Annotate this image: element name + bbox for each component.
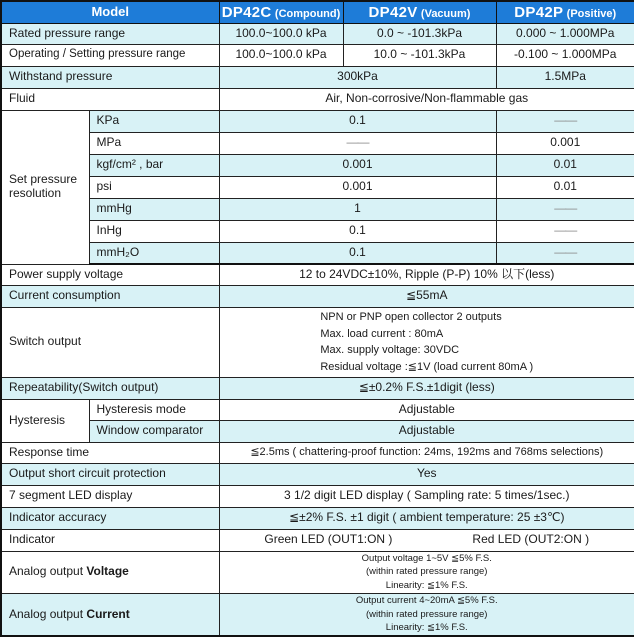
operating-dp42c-value: 100.0~100.0 kPa (219, 44, 343, 66)
hysteresis-label: Hysteresis (1, 399, 89, 442)
row-resolution-kpa (1, 110, 634, 132)
dp42p-name: DP42P (514, 3, 564, 21)
row-analog-voltage (1, 551, 634, 593)
power-supply-value: 12 to 24VDC±10%, Ripple (P-P) 10% 以下(less) (219, 264, 634, 285)
analog-current-line-1: Output current 4~20mA ≦5% F.S. (355, 594, 498, 606)
indicator-red-led: Red LED (OUT2:ON ) (472, 532, 590, 547)
response-time-value: ≦2.5ms ( chattering-proof function: 24ms, 192ms and 768ms selections) (219, 442, 634, 463)
row-indicator-accuracy (1, 507, 634, 529)
row-resolution-psi (1, 176, 634, 198)
analog-current-line-3: Linearity: ≦1% F.S. (385, 622, 468, 634)
resolution-mpa-p: 0.001 (496, 132, 634, 154)
row-operating-pressure-range (1, 44, 634, 66)
dp42p-sub: (Positive) (566, 7, 617, 20)
resolution-unit-inhg: InHg (89, 220, 219, 242)
indicator-label: Indicator (1, 529, 219, 551)
row-current-consumption (1, 285, 634, 307)
analog-voltage-line-2: (within rated pressure range) (366, 566, 488, 578)
resolution-mpa-cv: —— (219, 132, 496, 154)
row-short-circuit (1, 463, 634, 485)
withstand-cv-value: 300kPa (219, 66, 496, 88)
switch-output-label: Switch output (1, 307, 219, 377)
analog-voltage-value (219, 551, 634, 593)
switch-output-line-3: Max. supply voltage: 30VDC (320, 344, 460, 356)
row-resolution-inhg (1, 220, 634, 242)
analog-voltage-label-text: Analog output (9, 564, 84, 579)
analog-current-label-text: Analog output (9, 606, 84, 621)
analog-current-label (1, 593, 219, 636)
fluid-value: Air, Non-corrosive/Non-flammable gas (219, 88, 634, 110)
analog-current-line-2: (within rated pressure range) (366, 608, 488, 620)
column-header-dp42v (343, 1, 496, 23)
power-supply-label: Power supply voltage (1, 264, 219, 285)
response-time-label: Response time (1, 442, 219, 463)
resolution-mmh2o-p: —— (496, 242, 634, 264)
withstand-label: Withstand pressure (1, 66, 219, 88)
row-repeatability (1, 377, 634, 399)
resolution-kgf-p: 0.01 (496, 154, 634, 176)
row-led-display (1, 485, 634, 507)
resolution-unit-kpa: KPa (89, 110, 219, 132)
repeatability-label: Repeatability(Switch output) (1, 377, 219, 399)
dp42v-name: DP42V (368, 3, 418, 21)
current-consumption-label: Current consumption (1, 285, 219, 307)
window-comparator-label: Window comparator (89, 420, 219, 442)
indicator-value (219, 529, 634, 551)
indicator-accuracy-value: ≦±2% F.S. ±1 digit ( ambient temperature: 25 ±3℃) (219, 507, 634, 529)
window-comparator-value: Adjustable (219, 420, 634, 442)
indicator-values (222, 533, 633, 547)
resolution-unit-kgf: kgf/cm² , bar (89, 154, 219, 176)
header-row (1, 1, 634, 23)
analog-voltage-line-3: Linearity: ≦1% F.S. (385, 580, 468, 592)
indicator-accuracy-label: Indicator accuracy (1, 507, 219, 529)
row-switch-output (1, 307, 634, 377)
withstand-dp42p-value: 1.5MPa (496, 66, 634, 88)
model-header-label: Model (91, 3, 130, 19)
resolution-unit-mmh2o: mmH₂O (89, 242, 219, 264)
row-resolution-mmhg (1, 198, 634, 220)
row-resolution-mpa (1, 132, 634, 154)
row-hysteresis-mode (1, 399, 634, 420)
operating-dp42p-value: -0.100 ~ 1.000MPa (496, 44, 634, 66)
dp42c-name: DP42C (221, 3, 272, 21)
short-circuit-label: Output short circuit protection (1, 463, 219, 485)
column-header-dp42c (219, 1, 343, 23)
switch-output-line-1: NPN or PNP open collector 2 outputs (320, 311, 502, 323)
operating-label: Operating / Setting pressure range (1, 44, 219, 66)
row-resolution-kgf (1, 154, 634, 176)
resolution-unit-mmhg: mmHg (89, 198, 219, 220)
switch-output-lines (320, 309, 533, 375)
resolution-inhg-cv: 0.1 (219, 220, 496, 242)
analog-voltage-sub: Voltage (86, 564, 129, 579)
rated-dp42c-value: 100.0~100.0 kPa (219, 23, 343, 44)
current-consumption-value: ≦55mA (219, 285, 634, 307)
resolution-unit-psi: psi (89, 176, 219, 198)
switch-output-value (219, 307, 634, 377)
row-withstand-pressure (1, 66, 634, 88)
row-rated-pressure-range (1, 23, 634, 44)
repeatability-value: ≦±0.2% F.S.±1digit (less) (219, 377, 634, 399)
resolution-inhg-p: —— (496, 220, 634, 242)
analog-current-sub: Current (86, 606, 130, 621)
row-indicator (1, 529, 634, 551)
model-header-cell (1, 1, 219, 23)
fluid-label: Fluid (1, 88, 219, 110)
resolution-kpa-cv: 0.1 (219, 110, 496, 132)
resolution-mmhg-p: —— (496, 198, 634, 220)
resolution-label: Set pressure resolution (1, 110, 89, 264)
analog-voltage-line-1: Output voltage 1~5V ≦5% F.S. (361, 552, 492, 564)
row-window-comparator (1, 420, 634, 442)
column-header-dp42p (496, 1, 634, 23)
dp42v-sub: (Vacuum) (420, 7, 471, 20)
indicator-green-led: Green LED (OUT1:ON ) (264, 532, 393, 547)
row-power-supply (1, 264, 634, 285)
row-response-time (1, 442, 634, 463)
resolution-kpa-p: —— (496, 110, 634, 132)
analog-current-value (219, 593, 634, 636)
hysteresis-mode-label: Hysteresis mode (89, 399, 219, 420)
rated-dp42v-value: 0.0 ~ -101.3kPa (343, 23, 496, 44)
row-fluid (1, 88, 634, 110)
switch-output-line-4: Residual voltage :≦1V (load current 80mA ) (320, 360, 534, 373)
led-display-value: 3 1/2 digit LED display ( Sampling rate: 5 times/1sec.) (219, 485, 634, 507)
resolution-mmhg-cv: 1 (219, 198, 496, 220)
resolution-psi-cv: 0.001 (219, 176, 496, 198)
hysteresis-mode-value: Adjustable (219, 399, 634, 420)
switch-output-line-2: Max. load current : 80mA (320, 327, 444, 340)
led-display-label: 7 segment LED display (1, 485, 219, 507)
analog-voltage-label (1, 551, 219, 593)
resolution-psi-p: 0.01 (496, 176, 634, 198)
resolution-mmh2o-cv: 0.1 (219, 242, 496, 264)
rated-label: Rated pressure range (1, 23, 219, 44)
resolution-unit-mpa: MPa (89, 132, 219, 154)
resolution-kgf-cv: 0.001 (219, 154, 496, 176)
row-analog-current (1, 593, 634, 636)
operating-dp42v-value: 10.0 ~ -101.3kPa (343, 44, 496, 66)
row-resolution-mmh2o (1, 242, 634, 264)
short-circuit-value: Yes (219, 463, 634, 485)
rated-dp42p-value: 0.000 ~ 1.000MPa (496, 23, 634, 44)
dp42c-sub: (Compound) (274, 7, 341, 20)
